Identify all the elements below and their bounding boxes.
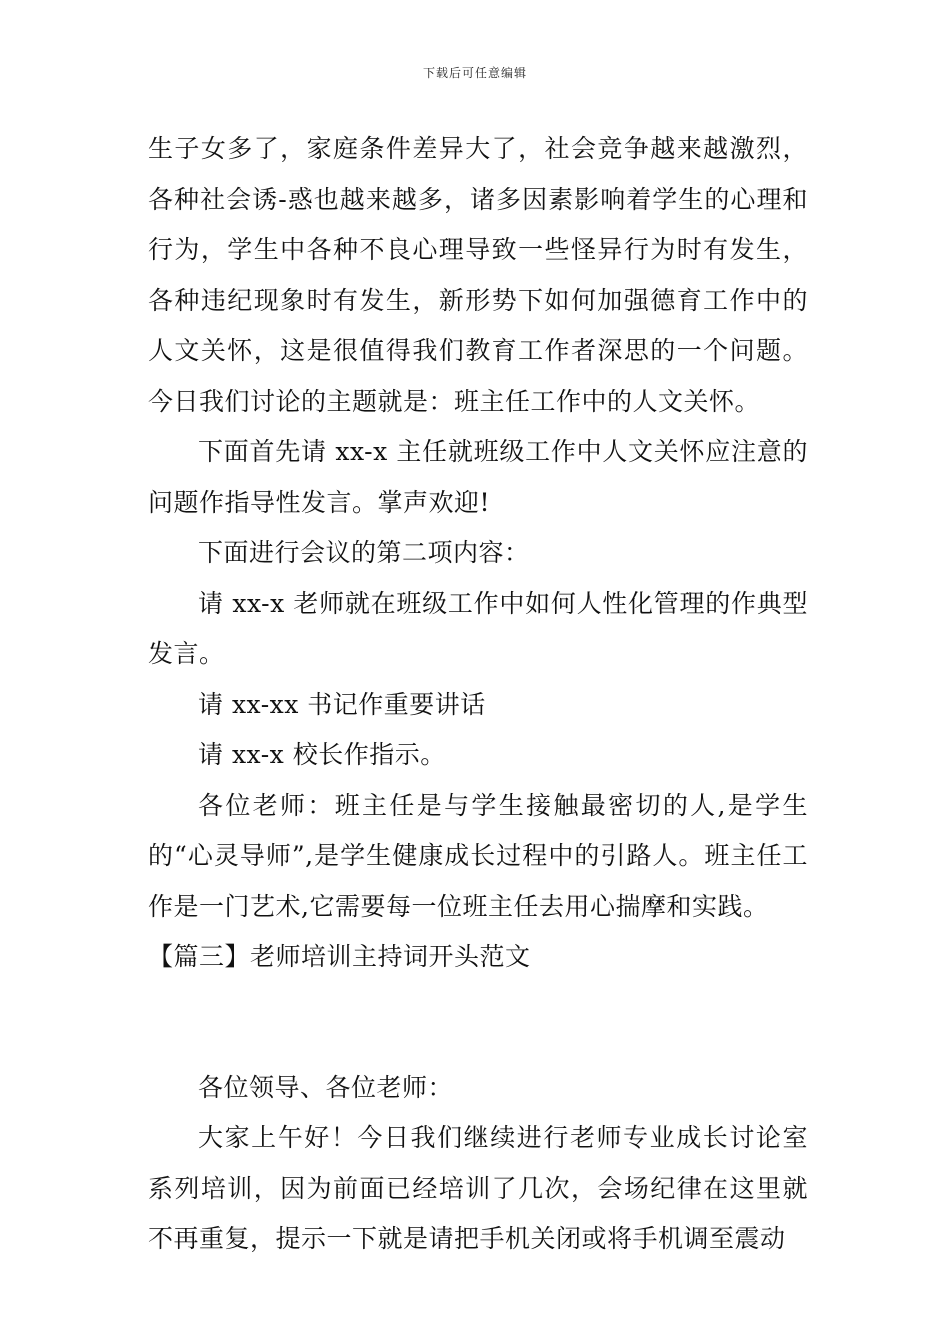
paragraph-4: 请 xx-x 老师就在班级工作中如何人性化管理的作典型发言。 — [148, 588, 808, 668]
page-header: 下载后可任意编辑 — [422, 66, 527, 80]
paragraph-7: 各位老师：班主任是与学生接触最密切的人,是学生的“心灵导师”,是学生健康成长过程中的引路人。班主任工作是一门艺术,它需要每一位班主任去用心揣摩和实践。 — [148, 790, 808, 921]
paragraph-1: 生子女多了，家庭条件差异大了，社会竞争越来越激烈，各种社会诱-惑也越来越多，诸多因素影响着学生的心理和行为，学生中各种不良心理导致一些怪异行为时有发生，各种违纪现象时有发生，新形势下如何加强德育工作中的人文关怀，这是很值得我们教育工作者深思的一个问题。今日我们讨论的主题就是：班主任工作中的人文关怀。 — [148, 134, 808, 416]
paragraph-5: 请 xx-xx 书记作重要讲话 — [198, 689, 486, 719]
paragraph-6: 请 xx-x 校长作指示。 — [198, 740, 446, 769]
paragraph-2: 下面首先请 xx-x 主任就班级工作中人文关怀应注意的问题作指导性发言。掌声欢迎! — [148, 437, 808, 517]
paragraph-8: 各位领导、各位老师： — [198, 1072, 454, 1102]
paragraph-3: 下面进行会议的第二项内容： — [198, 538, 530, 567]
section-title: 【篇三】老师培训主持词开头范文 — [148, 942, 531, 971]
paragraph-9: 大家上午好！今日我们继续进行老师专业成长讨论室系列培训，因为前面已经培训了几次，会场纪律在这里就不再重复，提示一下就是请把手机关闭或将手机调至震动 — [148, 1123, 808, 1253]
blank-spacer — [148, 983, 808, 1063]
document-body — [148, 124, 808, 1265]
